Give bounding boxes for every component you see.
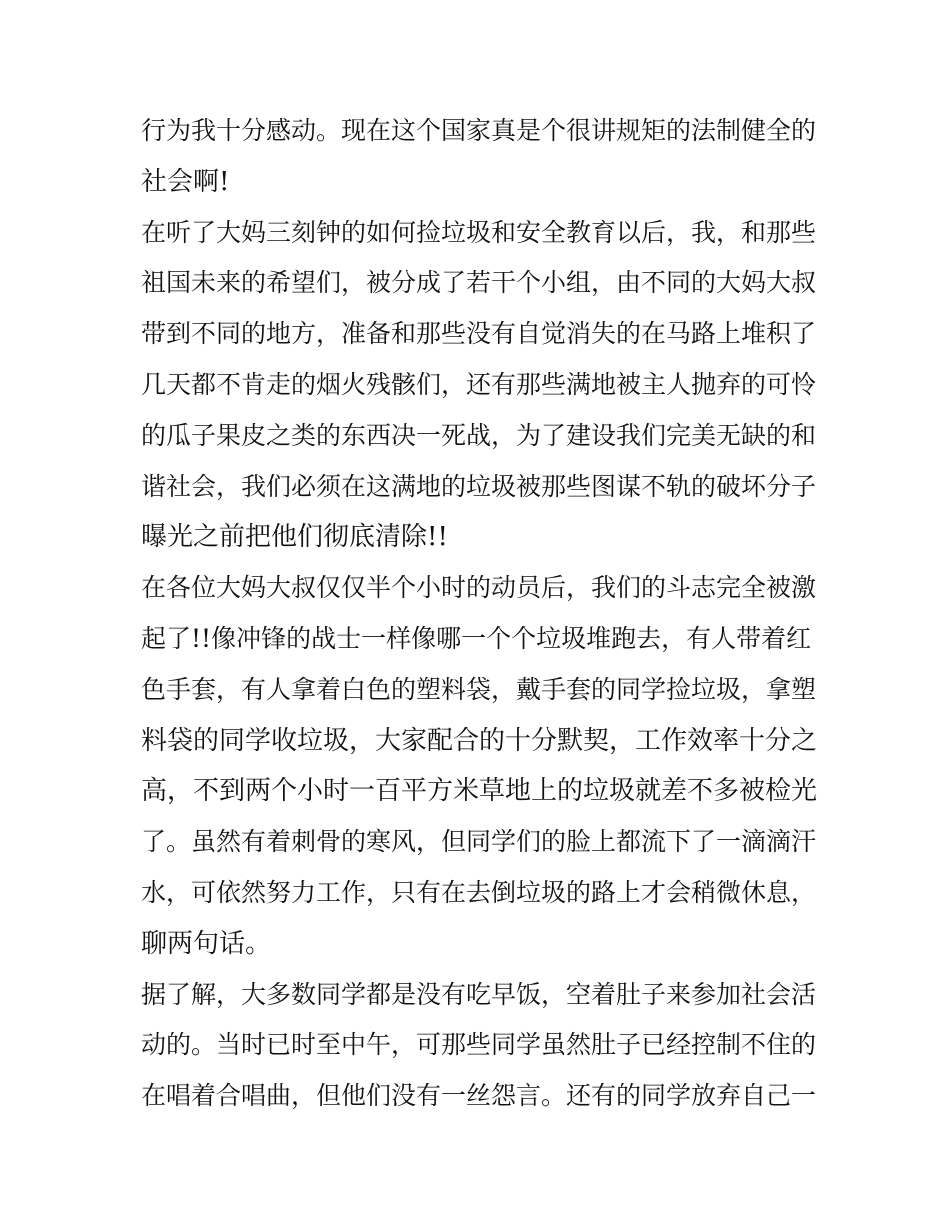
text-line: 曝光之前把他们彻底清除!! (141, 522, 448, 553)
text-line: 色手套，有人拿着白色的塑料袋，戴手套的同学捡垃圾，拿塑 (141, 674, 817, 704)
text-line: 料袋的同学收垃圾，大家配合的十分默契，工作效率十分之 (141, 725, 818, 756)
text-line: 高，不到两个小时一百平方米草地上的垃圾就差不多被检光 (141, 776, 818, 807)
text-line: 行为我十分感动。现在这个国家真是个很讲规矩的法制健全的 (141, 116, 817, 145)
text-line: 在唱着合唱曲，但他们没有一丝怨言。还有的同学放弃自己一 (141, 1081, 817, 1111)
text-line: 谐社会，我们必须在这满地的垃圾被那些图谋不轨的破坏分子 (141, 471, 817, 501)
text-line: 据了解，大多数同学都是没有吃早饭，空着肚子来参加社会活 (141, 979, 817, 1009)
text-line: 的瓜子果皮之类的东西决一死战，为了建设我们完美无缺的和 (141, 420, 817, 450)
text-line: 水，可依然努力工作，只有在去倒垃圾的路上才会稍微休息， (141, 877, 817, 907)
text-line: 在听了大妈三刻钟的如何捡垃圾和安全教育以后，我，和那些 (141, 217, 817, 247)
text-line: 在各位大妈大叔仅仅半个小时的动员后，我们的斗志完全被激 (141, 573, 817, 603)
text-line: 社会啊! (141, 166, 230, 197)
text-line: 祖国未来的希望们，被分成了若干个小组，由不同的大妈大叔 (141, 268, 817, 298)
text-line: 带到不同的地方，准备和那些没有自觉消失的在马路上堆积了 (141, 319, 817, 349)
text-line: 几天都不肯走的烟火残骸们，还有那些满地被主人抛弃的可怜 (141, 369, 817, 399)
text-line: 起了!!像冲锋的战士一样像哪一个个垃圾堆跑去，有人带着红 (141, 623, 812, 653)
text-line: 了。虽然有着刺骨的寒风，但同学们的脸上都流下了一滴滴汗 (141, 827, 817, 857)
text-line: 聊两句话。 (141, 928, 272, 959)
text-line: 动的。当时已时至中午，可那些同学虽然肚子已经控制不住的 (141, 1030, 817, 1060)
body-text (141, 106, 821, 1122)
